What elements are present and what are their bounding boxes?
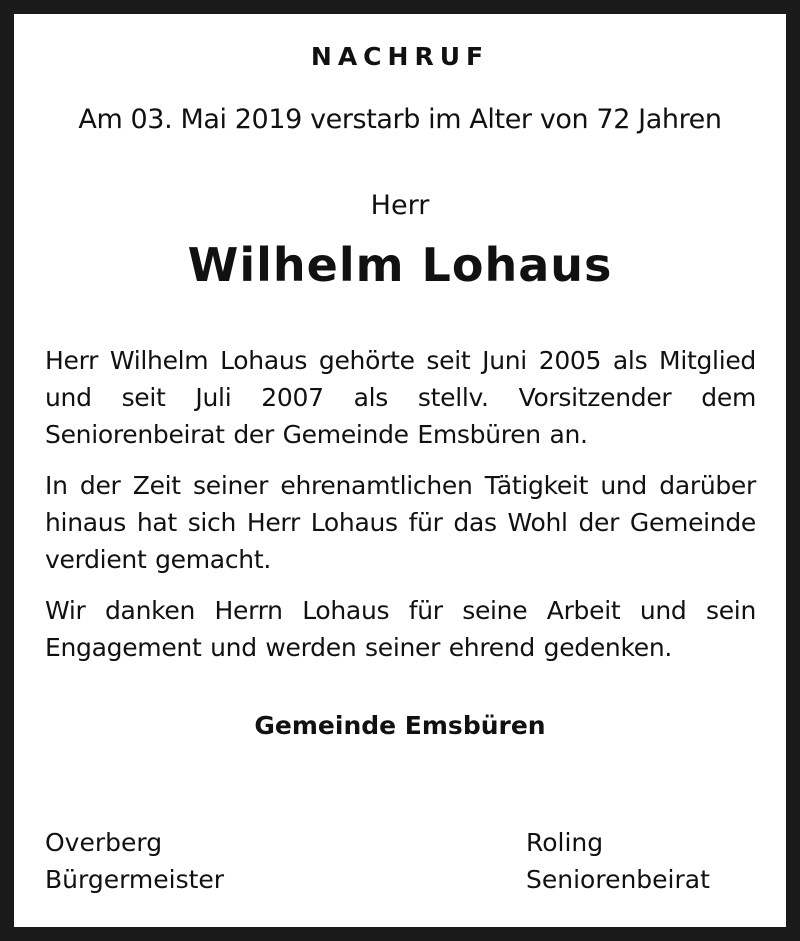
- organization-name: Gemeinde Emsbüren: [254, 711, 546, 740]
- signatory-name: Overberg: [45, 828, 163, 857]
- death-date-line: Am 03. Mai 2019 verstarb im Alter von 72 Jahren: [78, 104, 722, 135]
- signatory-title: Seniorenbeirat: [526, 865, 710, 894]
- paragraph-thanks: Wir danken Herrn Lohaus für seine Arbeit und sein Engagement und werden seiner ehrend gedenken.: [45, 596, 756, 662]
- signatory-name: Roling: [526, 828, 604, 857]
- paragraph-membership: Herr Wilhelm Lohaus gehörte seit Juni 2005 als Mitglied und seit Juli 2007 als stellv. Vorsitzender dem Seniorenbeirat der Gemeinde Emsbüren an.: [45, 346, 756, 449]
- signature-block-mayor: [45, 824, 224, 898]
- signatory-title: Bürgermeister: [45, 865, 225, 894]
- signature-block-council: [526, 824, 710, 898]
- notice-body: [45, 342, 756, 680]
- deceased-name: Wilhelm Lohaus: [187, 238, 613, 292]
- honorific: Herr: [370, 190, 430, 221]
- notice-heading: NACHRUF: [310, 42, 490, 71]
- paragraph-merits: In der Zeit seiner ehrenamtlichen Tätigkeit und darüber hinaus hat sich Herr Lohaus für das Wohl der Gemeinde verdient gemacht.: [45, 471, 756, 574]
